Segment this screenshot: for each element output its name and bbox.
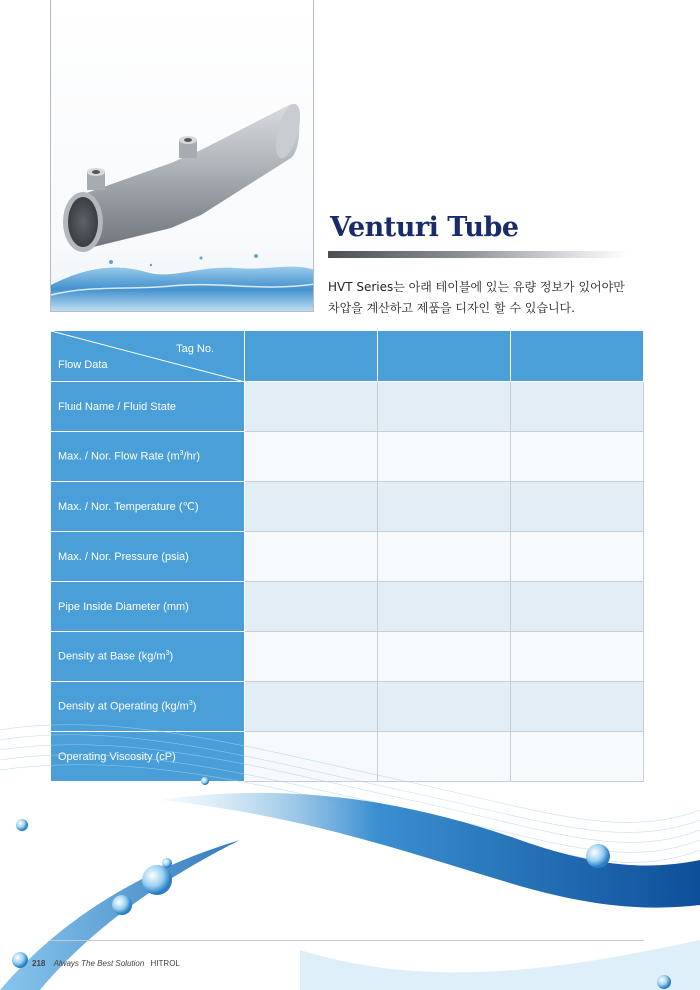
value-cell[interactable]	[245, 432, 378, 482]
value-cell[interactable]	[378, 432, 511, 482]
row-label: Max. / Nor. Flow Rate $(m^3/hr)$	[51, 432, 245, 482]
table-row	[51, 632, 644, 682]
table-row	[51, 532, 644, 582]
product-photo	[50, 0, 314, 312]
row-label: Density at Base $(kg/m^3)$	[51, 632, 245, 682]
page-title: Venturi Tube	[330, 212, 519, 243]
value-cell[interactable]	[378, 582, 511, 632]
row-label: Max. / Nor. Pressure (psia)	[51, 532, 245, 582]
value-cell[interactable]	[511, 432, 644, 482]
header-corner-cell	[51, 331, 245, 382]
value-cell[interactable]	[245, 482, 378, 532]
footer-divider	[50, 940, 644, 941]
page-number: 218	[32, 959, 46, 968]
table-row	[51, 482, 644, 532]
row-label: Pipe Inside Diameter (mm)	[51, 582, 245, 632]
footer-slogan: Always The Best Solution	[53, 959, 145, 968]
value-cell[interactable]	[245, 382, 378, 432]
value-cell[interactable]	[511, 532, 644, 582]
footer	[32, 959, 180, 968]
row-label: Density at Operating $(kg/m^3)$	[51, 682, 245, 732]
flow-data-header: Flow Data	[58, 359, 108, 371]
description	[328, 277, 668, 319]
table-row	[51, 432, 644, 482]
row-label: Operating Viscosity (cP)	[51, 732, 245, 782]
value-cell[interactable]	[245, 582, 378, 632]
row-label: Fluid Name / Fluid State	[51, 382, 245, 432]
venturi-tube-illustration	[51, 0, 314, 312]
tag-column-2[interactable]	[378, 331, 511, 382]
value-cell[interactable]	[378, 632, 511, 682]
table-header-row	[51, 331, 644, 382]
value-cell[interactable]	[245, 632, 378, 682]
value-cell[interactable]	[511, 482, 644, 532]
description-line: HVT Series는 아래 테이블에 있는 유량 정보가 있어야만	[328, 280, 625, 294]
description-line: 차압을 계산하고 제품을 디자인 할 수 있습니다.	[328, 301, 575, 315]
wave-decoration	[0, 690, 700, 990]
value-cell[interactable]	[511, 382, 644, 432]
tag-no-header: Tag No.	[176, 343, 214, 355]
tag-column-1[interactable]	[245, 331, 378, 382]
value-cell[interactable]	[378, 482, 511, 532]
table-row	[51, 382, 644, 432]
diagonal-divider	[51, 331, 245, 382]
value-cell[interactable]	[378, 382, 511, 432]
table-row	[51, 582, 644, 632]
title-underline	[328, 251, 628, 258]
value-cell[interactable]	[511, 582, 644, 632]
value-cell[interactable]	[378, 532, 511, 582]
tag-column-3[interactable]	[511, 331, 644, 382]
row-label: Max. / Nor. Temperature (℃)	[51, 482, 245, 532]
value-cell[interactable]	[511, 632, 644, 682]
footer-brand: HITROL	[150, 959, 180, 968]
value-cell[interactable]	[245, 532, 378, 582]
